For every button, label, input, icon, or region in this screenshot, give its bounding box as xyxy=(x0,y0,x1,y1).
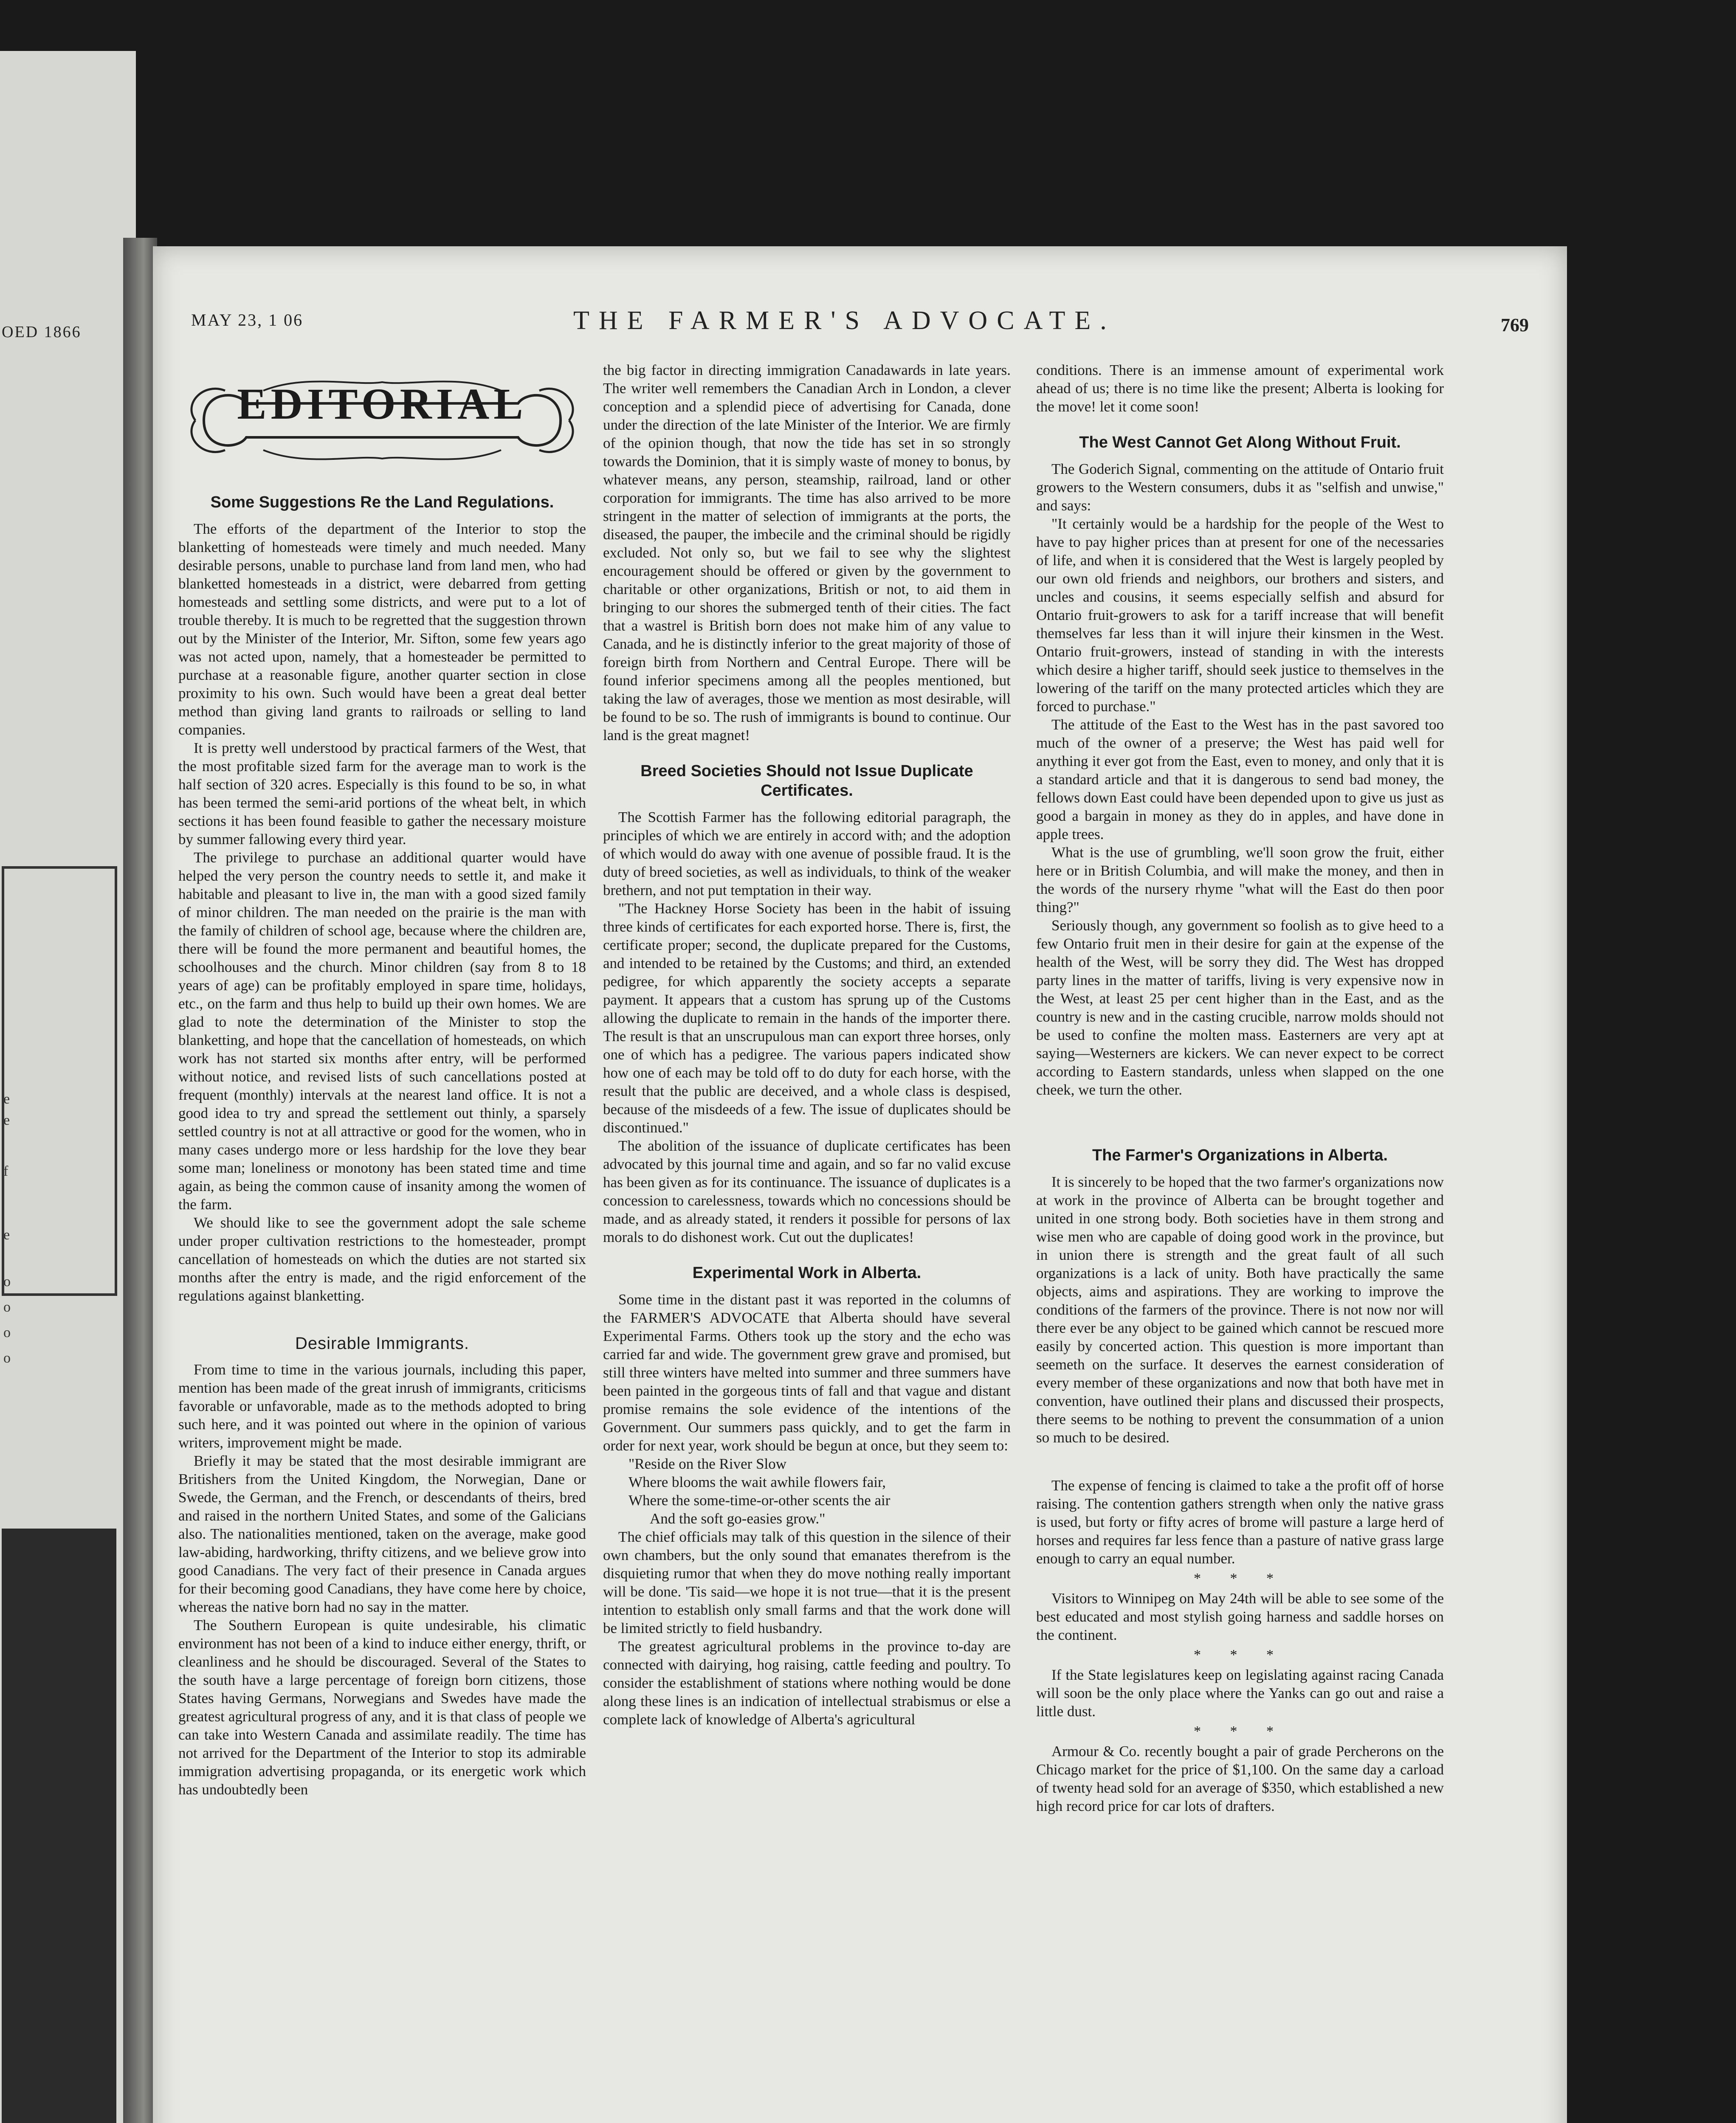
column-3 xyxy=(1036,361,1444,1815)
article-paragraph: the big factor in directing immigration Canadawards in late years. The writer well remembers the Canadian Arch in London, a clever conception and a splendid piece of advertising for Canada, done under the direction of the late Minister of the Interior. We are firmly of the opinion though, that now the tide has set in so strongly towards the Dominion, that it is simply waste of money to bonus, by whatever means, any person, steamship, railroad, land or other corporation for immigrants. The time has also arrived to be more stringent in the matter of selection of immigrants at the ports, the diseased, the pauper, the imbecile and the criminal should be rigidly excluded. Not only so, but we fail to see why the slightest encouragement should be offered or given by the government to charitable or other organizations, British or not, to aid them in bringing to our shores the submerged tenth of their cities. The fact that a wastrel is British born does not make him of any value to Canada, and he is distinctly inferior to the great majority of those of foreign birth from Northern and Central Europe. There will be found inferior specimens among all the peoples mentioned, but taking the law of averages, those we mention as most desirable, will be found to be so. The rush of immigrants is bound to continue. Our land is the great magnet! xyxy=(603,362,1011,743)
issue-date: MAY 23, 1 06 xyxy=(191,310,304,329)
spacer xyxy=(1036,1447,1444,1476)
section-divider-stars: * * * xyxy=(1194,1723,1286,1739)
article-paragraph: Seriously though, any government so foolish as to give heed to a few Ontario fruit men in their desire for gain at the expense of the health of the West, will be sorry they did. The West has dropped party lines in the matter of tariffs, living is very expensive now in the West, at least 25 per cent higher than in the East, and as the country is new and in the casting crucible, narrow molds should not be used to confine the molten mass. Easterners are very apt at saying—Westerners are kickers. We can never expect to be correct according to Eastern standards, unless when slapped on the one cheek, we turn the other. xyxy=(1036,917,1444,1098)
article-title: Breed Societies Should not Issue Duplicate Certificates. xyxy=(640,762,973,800)
margin-fragment: e xyxy=(3,1227,10,1243)
article-paragraph: The Scottish Farmer has the following editorial paragraph, the principles of which we are entirely in accord with; and the adoption of which would do away with one avenue of possible fraud. It is the duty of breed societies, as well as individuals, to think of the weaker brethern, and not put temptation in their way. xyxy=(603,809,1011,898)
adjacent-page-header: OED 1866 xyxy=(2,323,82,341)
margin-fragment: f xyxy=(3,1163,8,1179)
poem-line: "Reside on the River Slow xyxy=(628,1456,787,1472)
article-paragraph: It is pretty well understood by practical farmers of the West, that the most profitable sized farm for the average man to work is the half section of 320 acres. Especially is this found to be so, in what has been termed the semi-arid portions of the wheat belt, in which sections it has been found feasible to gather the necessary moisture by summer fallowing every third year. xyxy=(178,740,586,848)
spacer xyxy=(1036,1099,1444,1129)
book-gutter xyxy=(123,238,157,2123)
margin-fragment: o xyxy=(3,1299,11,1315)
article-paragraph: conditions. There is an immense amount of experimental work ahead of us; there is no time like the present; Alberta is looking for the move! let it come soon! xyxy=(1036,362,1444,415)
article-title: Experimental Work in Alberta. xyxy=(692,1264,922,1282)
section-divider-stars: * * * xyxy=(1194,1647,1286,1663)
article-paragraph: The Goderich Signal, commenting on the attitude of Ontario fruit growers to the Western consumers, dubs it as "selfish and unwise," and says: xyxy=(1036,461,1444,514)
poem-line: Where the some-time-or-other scents the air xyxy=(628,1492,891,1509)
article-title: Some Suggestions Re the Land Regulations. xyxy=(210,493,554,511)
adjacent-page-strip xyxy=(0,51,136,2123)
article-title: The West Cannot Get Along Without Fruit. xyxy=(1079,434,1401,451)
note-paragraph: Visitors to Winnipeg on May 24th will be able to see some of the best educated and most stylish going harness and saddle horses on the continent. xyxy=(1036,1590,1444,1643)
article-paragraph: Some time in the distant past it was reported in the columns of the FARMER'S ADVOCATE that Alberta should have several Experimental Farms. Others took up the story and the echo was carried far and wide. The government grew grave and promised, but still three winters have melted into summer and three summers have been painted in the gorgeous tints of fall and that vague and distant promise remains the sole evidence of the intentions of the Government. Our summers pass quickly, and to get the farm in order for next year, work should be begun at once, but they seem to: xyxy=(603,1291,1011,1454)
adjacent-page-image xyxy=(2,1529,116,2123)
article-paragraph: The Southern European is quite undesirable, his climatic environment has not been of a kind to induce either energy, thrift, or cleanliness and he should be discouraged. Several of the States to the south have a large percentage of foreign born citizens, those States having Germans, Norwegians and Swedes have made the greatest agricultural progress of any, and it is that class of people we can take into Western Canada and assimilate readily. The time has not arrived for the Department of the Interior to stop its admirable immigration advertising propaganda, or its energetic work which has undoubtedly been xyxy=(178,1617,586,1798)
section-divider-stars: * * * xyxy=(1194,1571,1286,1586)
note-paragraph: The expense of fencing is claimed to take a the profit off of horse raising. The contention gathers strength when only the native grass is used, but forty or fifty acres of brome will pasture a large herd of horses and requires far less fence than a pasture of native grass large enough to carry an equal number. xyxy=(1036,1477,1444,1567)
article-paragraph: It is sincerely to be hoped that the two farmer's organizations now at work in the province of Alberta can be brought together and united in one strong body. Both societies have in them strong and wise men who are capable of doing good work in the province, but in union there is strength and the great fault of all such organizations is a lack of unity. Both have practically the same objects, aims and aspirations. They are working to improve the conditions of the farmers of the province. There is not now nor will there ever be any object to be gained which cannot be rescued more easily by concerted action. This question is more important than seemeth on the surface. It deserves the earnest consideration of every member of these organizations and now that both have met in convention, have outlined their plans and discussed their prospects, there seems to be nothing to prevent the consummation of a union so much to be desired. xyxy=(1036,1174,1444,1446)
article-paragraph: "The Hackney Horse Society has been in the habit of issuing three kinds of certificates for each exported horse. There is, first, the certificate proper; second, the duplicate prepared for the Customs, and intended to be retained by the Customs; and third, an extended pedigree, for which apparently the society accepts a separate payment. It appears that a custom has sprung up of the Customs allowing the duplicate to remain in the hands of the importer there. The result is that an unscrupulous man can export three horses, only one of which has a pedigree. The various papers indicated show how one of each may be told off to do duty for each horse, with the result that the public are deceived, and a whole class is despised, because of the misdeeds of a few. The issue of duplicates should be discontinued." xyxy=(603,900,1011,1136)
article-paragraph: The chief officials may talk of this question in the silence of their own chambers, but the only sound that emanates therefrom is the disquieting rumor that when they do move nothing really important will be done. 'Tis said—we hope it is not true—that it is the present intention to establish only small farms and that the work done will be limited strictly to field husbandry. xyxy=(603,1529,1011,1636)
adjacent-page-box xyxy=(2,866,117,1296)
article-paragraph: "It certainly would be a hardship for the people of the West to have to pay higher prices than at present for one of the necessaries of life, and when it is considered that the West is largely peopled by our own old friends and neighbors, our brothers and sisters, and uncles and cousins, it seems especially selfish and absurd for Ontario fruit-growers to ask for a tariff increase that will benefit themselves far less than it will injure their kinsmen in the West. Ontario fruit-growers, instead of standing in with the interests which desire a higher tariff, should seek justice to themselves in the lowering of the tariff on the many protected articles which they are forced to purchase." xyxy=(1036,515,1444,715)
masthead-title: THE FARMER'S ADVOCATE. xyxy=(573,306,1116,335)
margin-fragment: e xyxy=(3,1091,10,1107)
article-paragraph: We should like to see the government adopt the sale scheme under proper cultivation restrictions to the homesteader, prompt cancellation of homesteads on which the duties are not started six months after the entry is made, and the rigid enforcement of the regulations against blanketting. xyxy=(178,1214,586,1304)
newspaper-page xyxy=(153,246,1567,2123)
column-1 xyxy=(178,365,586,1799)
note-paragraph: If the State legislatures keep on legislating against racing Canada will soon be the only place where the Yanks can go out and raise a little dust. xyxy=(1036,1667,1444,1720)
article-paragraph: From time to time in the various journals, including this paper, mention has been made of the great inrush of immigrants, criticisms favorable or unfavorable, made as to the methods adopted to bring such here, and it was pointed out where in the opinion of various writers, improvement might be made. xyxy=(178,1361,586,1451)
note-paragraph: Armour & Co. recently bought a pair of grade Percherons on the Chicago market for the price of $1,100. On the same day a carload of twenty head sold for an average of $350, which established a new high record price for car lots of drafters. xyxy=(1036,1743,1444,1814)
margin-fragment: o xyxy=(3,1350,11,1366)
article-paragraph: The abolition of the issuance of duplicate certificates has been advocated by this journal time and again, and so far no valid excuse has been given as for its continuance. The issuance of duplicates is a concession to carelessness, towards which no concessions should be made, and as already stated, it renders it possible for persons of lax morals to do dishonest work. Cut out the duplicates! xyxy=(603,1138,1011,1245)
margin-fragment: o xyxy=(3,1325,11,1340)
article-paragraph: The greatest agricultural problems in the province to-day are connected with dairying, hog raising, cattle feeding and poultry. To consider the establishment of stations where nothing would be done along these lines is an indication of intellectual strabismus or else a complete lack of knowledge of Alberta's agricultural xyxy=(603,1638,1011,1728)
editorial-banner xyxy=(178,365,586,476)
column-2 xyxy=(603,361,1011,1729)
article-paragraph: The privilege to purchase an additional quarter would have helped the very person the country needs to settle it, and make it habitable and pleasant to live in, the man with a good sized family of minor children. The man needed on the prairie is the man with the family of children of school age, because where the children are, there will be found the more permanent and beautiful homes, the schoolhouses and the church. Minor children (say from 8 to 18 years of age) can be profitably employed in spare time, holidays, etc., on the farm and thus help to build up their own homes. We are glad to note the determination of the Minister to stop the blanketting, and hope that the cancellation of homesteads, on which work has not started six months after entry, will be performed without notice, and revised lists of such cancellations posted at frequent (monthly) intervals at the nearest land office. It is not a good idea to try and spread the settlement out thinly, a sparsely settled country is not at all attractive or good for the women, who in many cases undergo more or less hardship for the love they bear some man; loneliness or monotony has been stated time and time again, as being the common cause of insanity among the women of the farm. xyxy=(178,849,586,1213)
article-paragraph: Briefly it may be stated that the most desirable immigrant are Britishers from the United Kingdom, the Norwegian, Dane or Swede, the German, and the French, or descendants of theirs, bred and raised in the northern United States, and some of the Galicians also. The nationalities mentioned, taken on the average, make good law-abiding, hardworking, thrifty citizens, and we believe grow into good Canadians. The very fact of their presence in Canada argues for their becoming good Canadians, they have come here by choice, whereas the native born had no say in the matter. xyxy=(178,1453,586,1615)
page-number: 769 xyxy=(1501,315,1529,335)
article-title: Desirable Immigrants. xyxy=(295,1334,469,1353)
poem-line: Where blooms the wait awhile flowers fair, xyxy=(628,1474,886,1490)
margin-fragment: e xyxy=(3,1112,10,1128)
margin-fragment: o xyxy=(3,1274,11,1290)
editorial-heading: EDITORIAL xyxy=(237,380,527,428)
article-paragraph: What is the use of grumbling, we'll soon grow the fruit, either here or in British Columbia, and will make the money, and then in the words of the nursery rhyme "what will the East do then poor thing?" xyxy=(1036,844,1444,915)
page-header xyxy=(191,306,1529,344)
article-paragraph: The attitude of the East to the West has in the past savored too much of the owner of a preserve; the West has paid well for anything it ever got from the East, even to money, and only that it is a standard article and that it is dangerous to send bad money, the fellows down East could have been depended upon to give us just as good a bargain in money as they do in apples, and have done in apple trees. xyxy=(1036,716,1444,842)
article-paragraph: The efforts of the department of the Interior to stop the blanketting of homesteads were timely and much needed. Many desirable persons, unable to purchase land from land men, who had blanketted homesteads in a district, were debarred from getting homesteads and settling some districts, and were put to a lot of trouble thereby. It is much to be regretted that the suggestion thrown out by the Minister of the Interior, Mr. Sifton, some few years ago was not acted upon, namely, that a homesteader be permitted to purchase at a reasonable figure, another quarter section in close proximity to his own. Such would have been a great deal better method than giving land grants to railroads or selling to land companies. xyxy=(178,521,586,738)
poem-line: And the soft go-easies grow." xyxy=(650,1510,826,1527)
article-title: The Farmer's Organizations in Alberta. xyxy=(1092,1146,1388,1164)
